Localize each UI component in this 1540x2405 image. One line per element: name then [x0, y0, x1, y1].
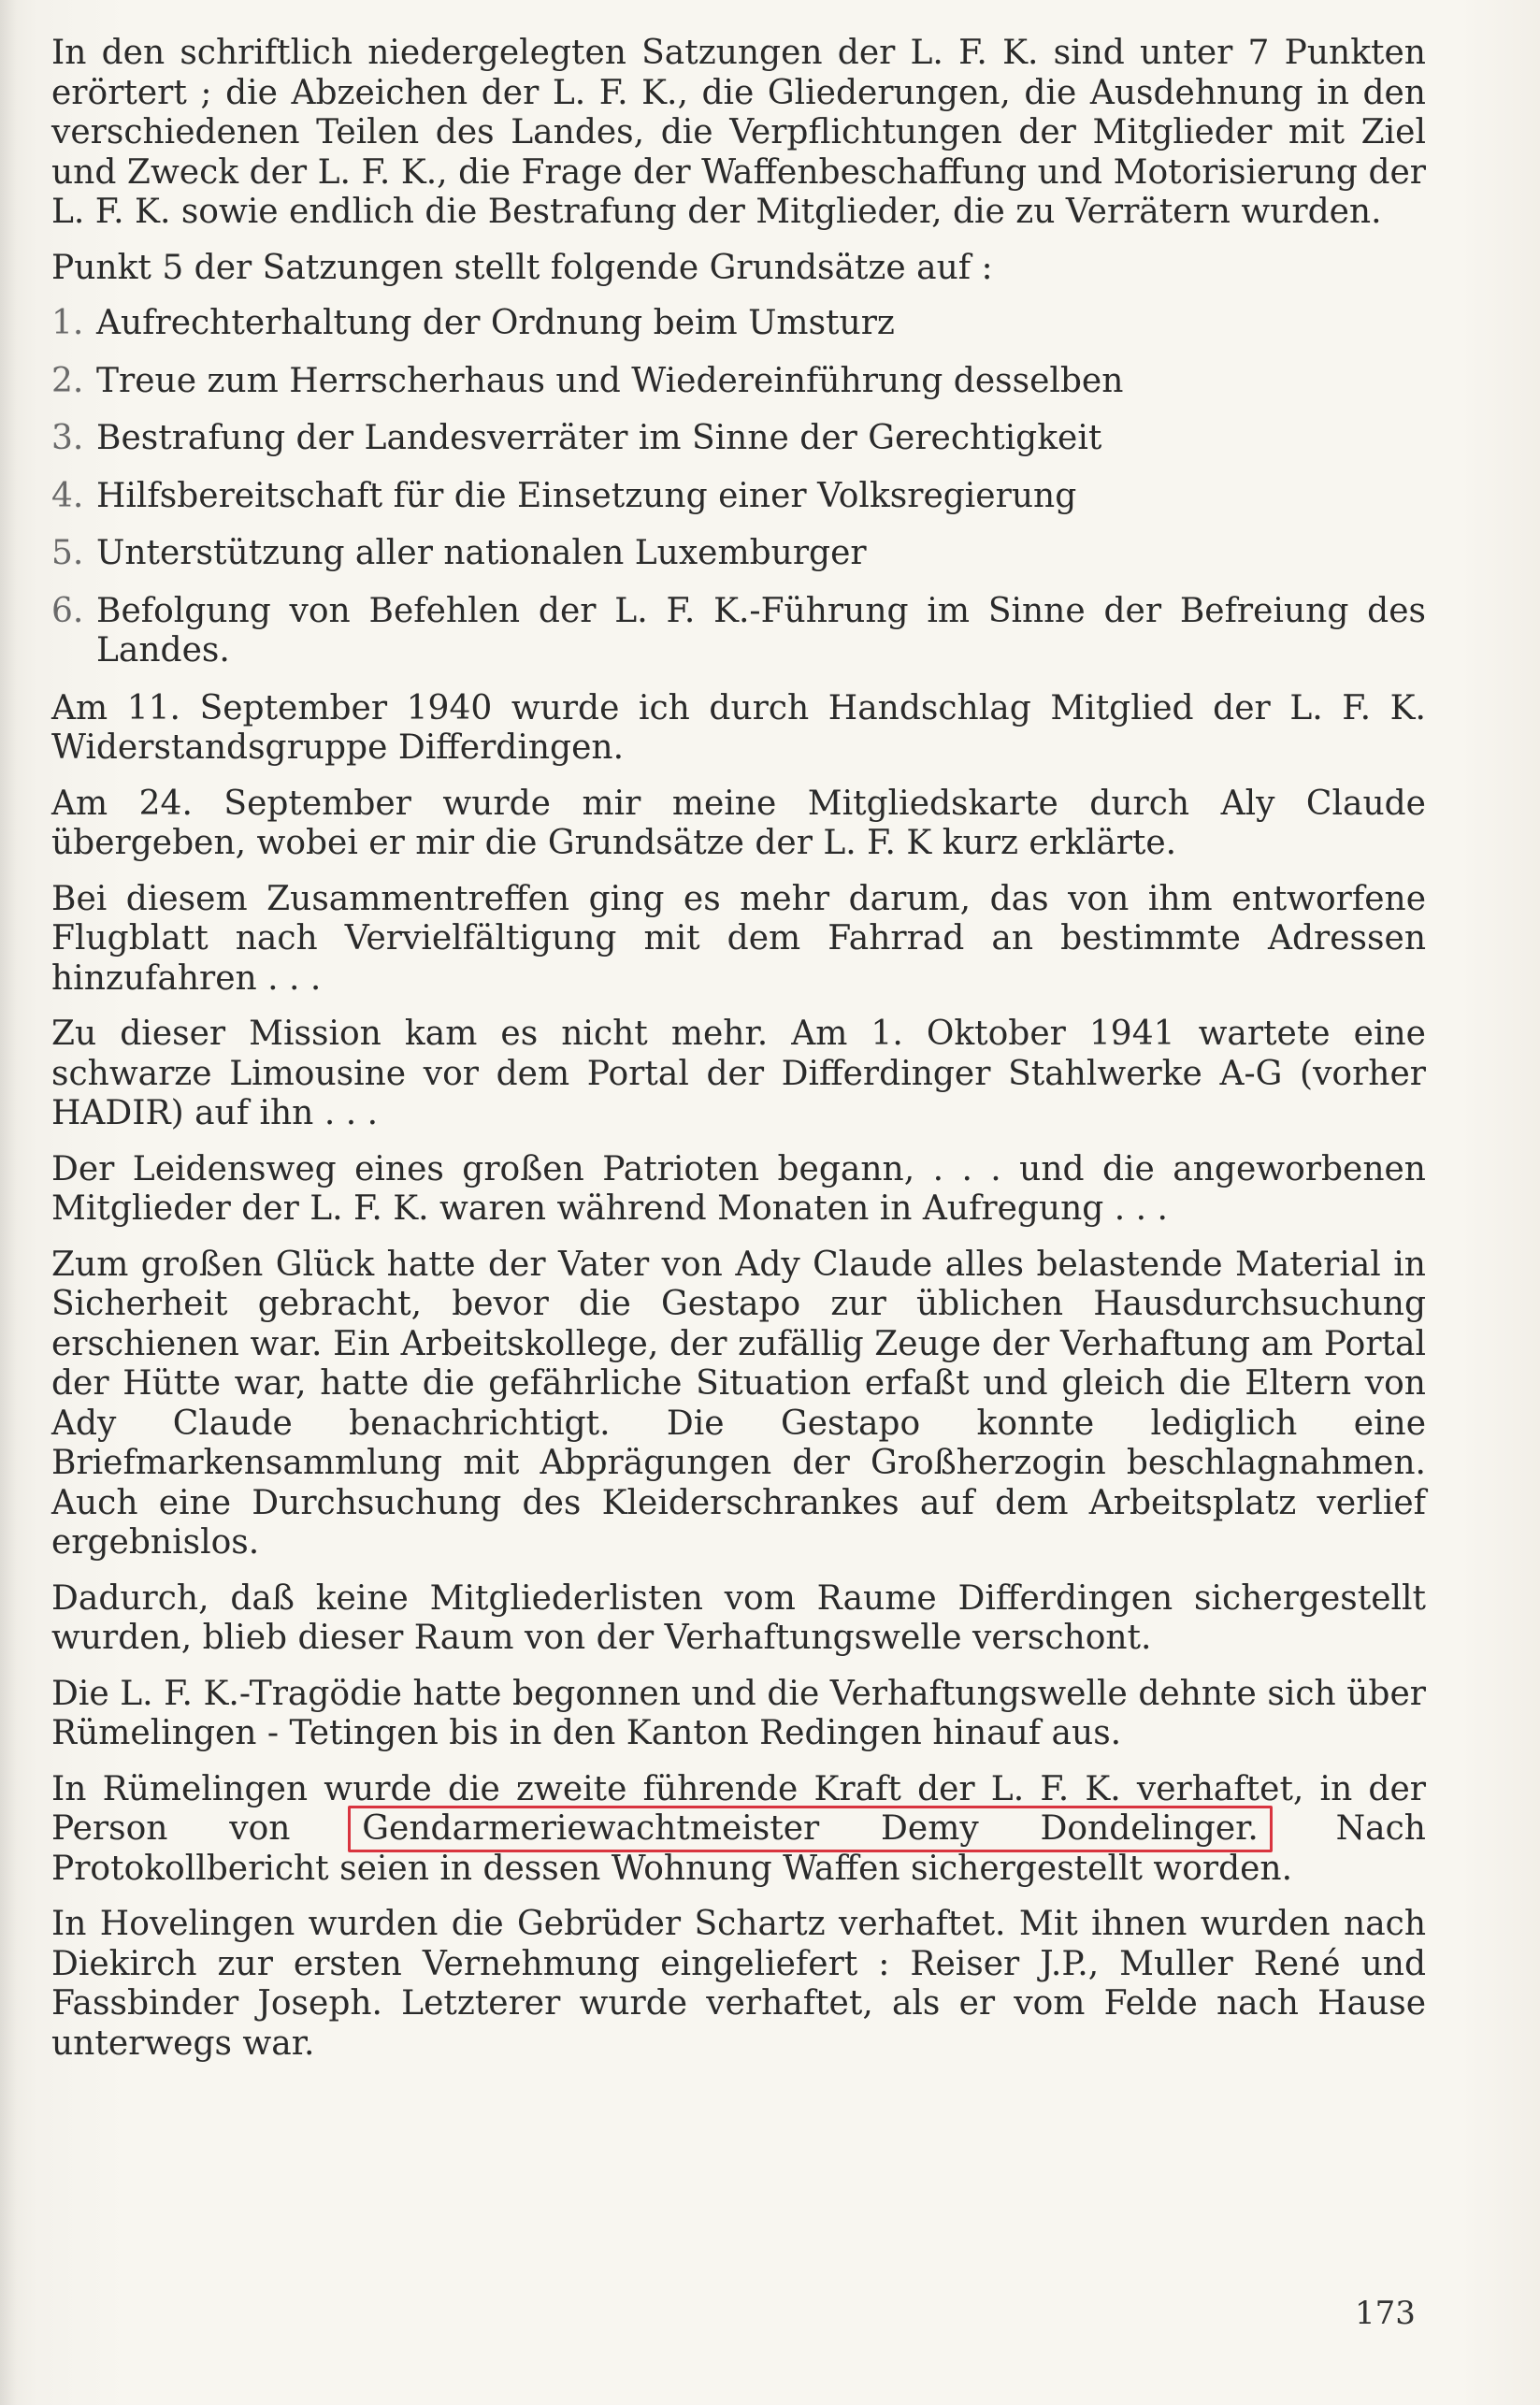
list-item-text: Hilfsbereitschaft für die Einsetzung einer Volksregierung [96, 476, 1077, 515]
list-item-number: 6. [51, 591, 84, 630]
paragraph-leidensweg: Der Leidensweg eines großen Patrioten begann, . . . und die angeworbenen Mitglieder der L. F. K. waren während Monaten in Aufregung . . . [51, 1149, 1426, 1228]
paragraph-hovelingen: In Hovelingen wurden die Gebrüder Schartz verhaftet. Mit ihnen wurden nach Diekirch zur ersten Vernehmung eingeliefert : Reiser J.P., Muller René und Fassbinder Joseph. Letzterer wurde verhaftet, als er vom Felde nach Hause unterwegs war. [51, 1905, 1426, 2063]
page-number: 173 [1355, 2295, 1416, 2332]
paragraph-meeting: Bei diesem Zusammentreffen ging es mehr darum, das von ihm entworfene Flugblatt nach Vervielfältigung mit dem Fahrrad an bestimmte Adressen hinzufahren . . . [51, 879, 1426, 998]
list-item-number: 5. [51, 534, 84, 572]
paragraph-intro: In den schriftlich niedergelegten Satzungen der L. F. K. sind unter 7 Punkten erörtert ; die Abzeichen der L. F. K., die Gliederungen, die Ausdehnung in den verschiedenen Teilen des Landes, die Verpflichtungen der Mitglieder mit Ziel und Zweck der L. F. K., die Frage der Waffenbeschaffung und Motorisierung der L. F. K. sowie endlich die Bestrafung der Mitglieder, die zu Verrätern wurden. [51, 34, 1426, 231]
list-item-text: Aufrechterhaltung der Ordnung beim Umsturz [96, 304, 895, 342]
list-item-text: Unterstützung aller nationalen Luxemburger [96, 534, 867, 572]
list-item-number: 4. [51, 476, 84, 515]
paragraph-dadurch: Dadurch, daß keine Mitgliederlisten vom Raume Differdingen sichergestellt wurden, blieb dieser Raum von der Verhaftungswelle verschont. [51, 1578, 1426, 1657]
paragraph-september-11: Am 11. September 1940 wurde ich durch Handschlag Mitglied der L. F. K. Widerstandsgruppe Differdingen. [51, 688, 1426, 767]
paragraph-punkt5: Punkt 5 der Satzungen stellt folgende Grundsätze auf : [51, 248, 993, 287]
paragraph-ruemelingen-text-after: Nach Protokollbericht seien in dessen Wohnung Waffen sichergestellt worden. [51, 1809, 1426, 1888]
highlighted-name: Gendarmeriewachtmeister Demy Dondelinger. [348, 1806, 1273, 1852]
paragraph-tragoedie: Die L. F. K.-Tragödie hatte begonnen und die Verhaftungswelle dehnte sich über Rümelingen - Tetingen bis in den Kanton Redingen hinauf aus. [51, 1674, 1426, 1752]
paragraph-ruemelingen [51, 1770, 1426, 1890]
list-item-number: 2. [51, 361, 84, 400]
page-gutter-shadow [0, 0, 17, 2405]
paragraph-glueck: Zum großen Glück hatte der Vater von Ady Claude alles belastende Material in Sicherheit gebracht, bevor die Gestapo zur üblichen Hausdurchsuchung erschienen war. Ein Arbeitskollege, der zufällig Zeuge der Verhaftung am Portal der Hütte war, hatte die gefährliche Situation erfaßt und gleich die Eltern von Ady Claude benachrichtigt. Die Gestapo konnte lediglich eine Briefmarkensammlung mit Abprägungen der Großherzogin beschlagnahmen. Auch eine Durchsuchung des Kleiderschrankes auf dem Arbeitsplatz verlief ergebnislos. [51, 1245, 1426, 1562]
list-item [51, 362, 1426, 402]
principles-list [51, 304, 1426, 671]
list-item [51, 304, 1426, 344]
list-item-number: 3. [51, 419, 84, 457]
page-body [51, 34, 1426, 2064]
paragraph-ruemelingen-text-before: In Rümelingen wurde die zweite führende Kraft der L. F. K. verhaftet, in der Person von [51, 1769, 1426, 1848]
list-item [51, 419, 1426, 459]
list-item [51, 592, 1426, 671]
list-item-number: 1. [51, 304, 84, 342]
list-item-text: Bestrafung der Landesverräter im Sinne der Gerechtigkeit [96, 419, 1102, 457]
list-item-text: Treue zum Herrscherhaus und Wiedereinführung desselben [96, 361, 1124, 400]
paragraph-september-24: Am 24. September wurde mir meine Mitgliedskarte durch Aly Claude übergeben, wobei er mir die Grundsätze der L. F. K kurz erklärte. [51, 784, 1426, 862]
list-item [51, 477, 1426, 517]
list-item [51, 534, 1426, 574]
list-item-text: Befolgung von Befehlen der L. F. K.-Führung im Sinne der Befreiung des Landes. [96, 591, 1426, 670]
paragraph-mission: Zu dieser Mission kam es nicht mehr. Am 1. Oktober 1941 wartete eine schwarze Limousine vor dem Portal der Differdinger Stahlwerke A-G (vorher HADIR) auf ihn . . . [51, 1015, 1426, 1132]
